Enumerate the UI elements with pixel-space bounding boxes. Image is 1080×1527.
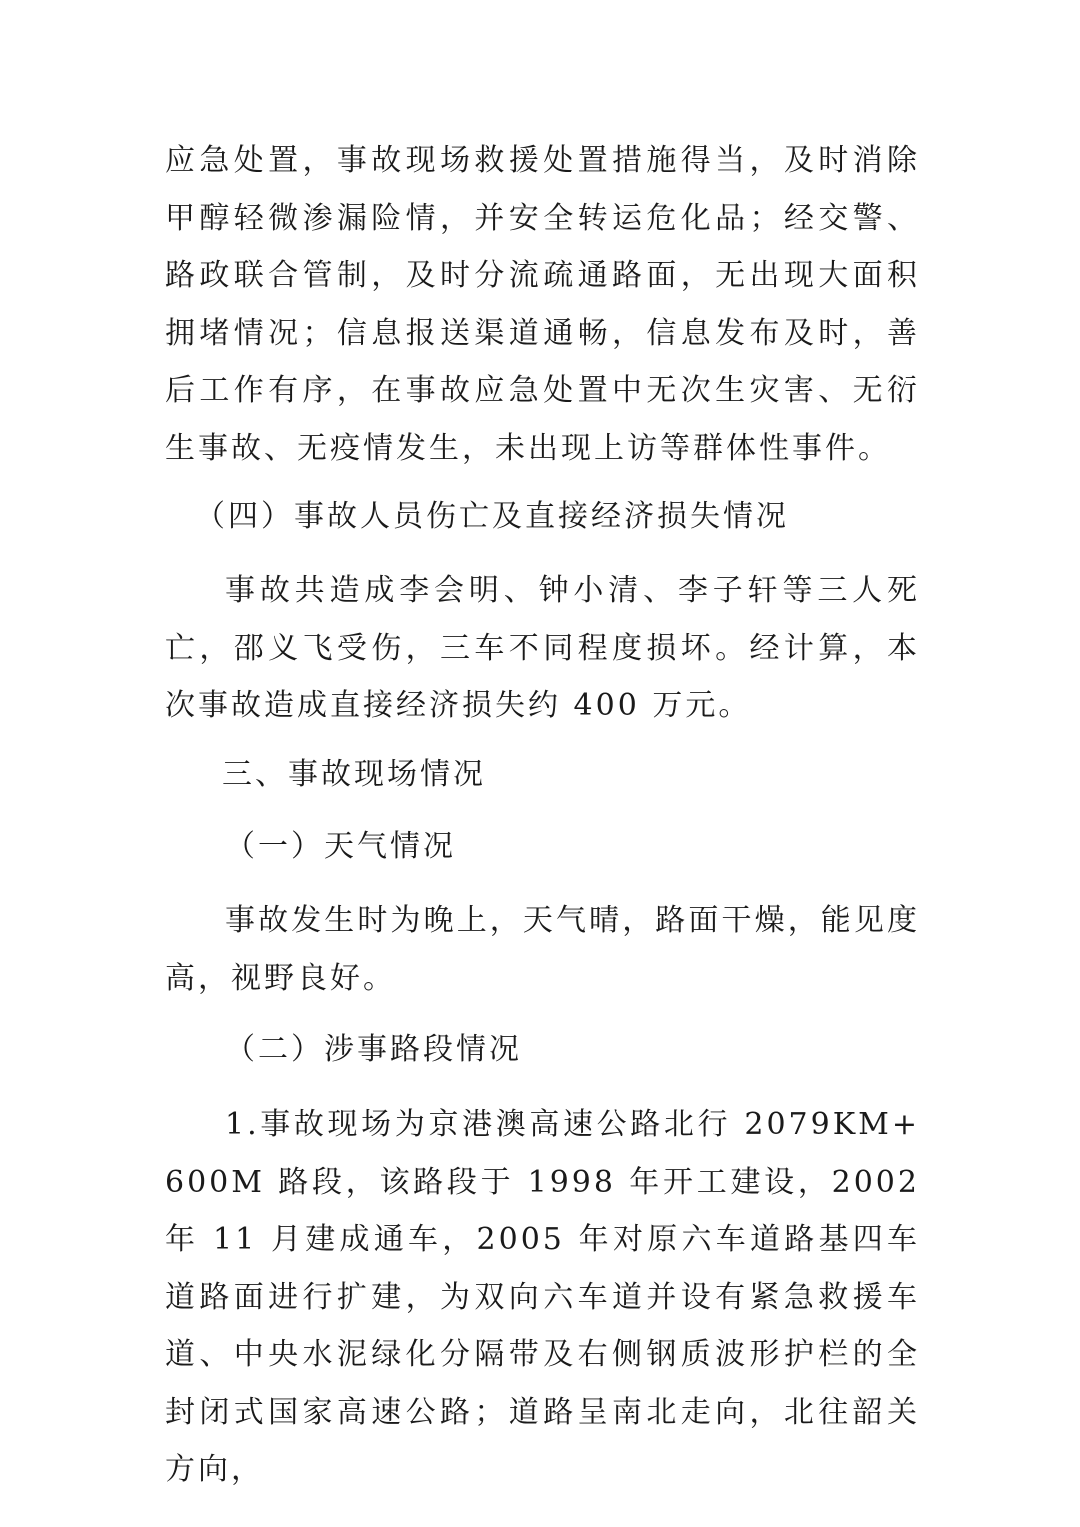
paragraph-emergency-response: 应急处置，事故现场救援处置措施得当，及时消除甲醇轻微渗漏险情，并安全转运危化品；经交警、路政联合管制，及时分流疏通路面，无出现大面积拥堵情况；信息报送渠道通畅，信息发布及时，善后工作有序，在事故应急处置中无次生灾害、无衍生事故、无疫情发生，未出现上访等群体性事件。 [165,143,920,466]
heading-section-3-scene: 三、事故现场情况 [222,757,486,792]
heading-road-section: （二）涉事路段情况 [225,1032,522,1067]
heading-weather: （一）天气情况 [225,829,456,864]
heading-casualties-losses: （四）事故人员伤亡及直接经济损失情况 [195,499,789,534]
paragraph-casualties-losses: 事故共造成李会明、钟小清、李子轩等三人死亡，邵义飞受伤，三车不同程度损坏。经计算，本次事故造成直接经济损失约 400 万元。 [165,573,920,723]
paragraph-road-section: 1.事故现场为京港澳高速公路北行 2079KM+600M 路段，该路段于 1998 年开工建设，2002 年 11 月建成通车，2005 年对原六车道路基四车道路面进行扩建，为双向六车道并设有紧急救援车道、中央水泥绿化分隔带及右侧钢质波形护栏的全封闭式国家高速公路；道路呈南北走向，北往韶关方向， [165,1107,920,1487]
paragraph-weather: 事故发生时为晚上，天气晴，路面干燥，能见度高，视野良好。 [165,903,920,996]
